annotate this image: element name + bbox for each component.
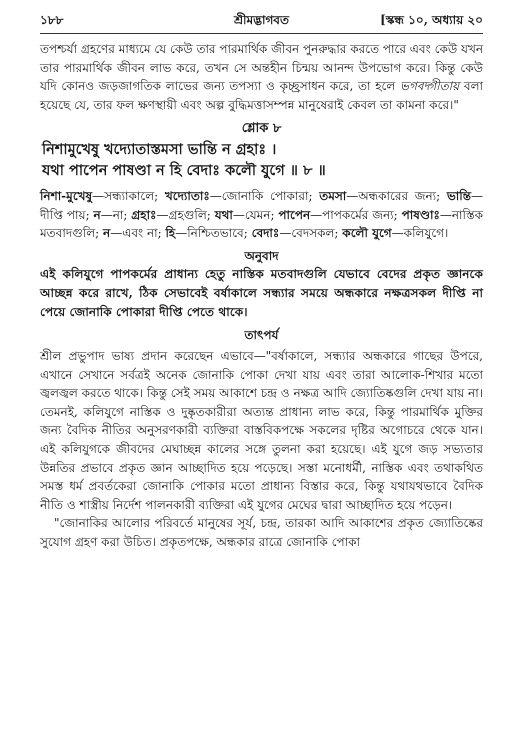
verse-line-2: যথা পাপেন পাষণ্ডা ন হি বেদাঃ কলৌ যুগে ॥ ৮ ॥	[42, 161, 326, 179]
synonym-meaning: —অন্ধকারের জন্য;	[346, 188, 447, 203]
translation-text: এই কলিযুগে পাপকর্মের প্রাধান্য হেতু নাস্তিক মতবাদগুলি যেভাবে বেদের প্রকৃত জ্ঞানকে আচ্ছন্ন করে রাখে, ঠিক সেভাবেই বর্ষাকালে সন্ধ্যার সময়ে অন্ধকারে নক্ষত্রসকল দীপ্তি না পেয়ে জোনাকি পোকারা দীপ্তি পেতে থাকে।	[40, 267, 483, 320]
synonym-meaning: —নিশ্চিতভাবে;	[175, 226, 252, 241]
synonym-word: নিশা-মুখেষু	[40, 188, 93, 203]
chapter-reference: [স্কন্ধ ১০, অধ্যায় ২০	[380, 13, 483, 27]
page-number: ১৮৮	[40, 13, 64, 27]
synonym-meaning: —নাস্তিক মতবাদগুলি;	[40, 207, 483, 241]
verse-heading: শ্লোক ৮	[241, 121, 282, 137]
synonym-word: গ্রহাঃ	[131, 207, 157, 222]
page-content	[40, 40, 483, 551]
synonym-meaning: —না;	[100, 207, 132, 222]
synonym-meaning: —বেদসকল;	[279, 226, 343, 241]
synonym-word: ন	[93, 207, 101, 222]
page-header	[40, 10, 483, 32]
synonym-meaning: —কলিযুগে।	[391, 226, 449, 241]
word-synonyms	[40, 187, 483, 243]
synonym-word: পাপেন	[278, 207, 311, 222]
intro-paragraph: তপশ্চর্যা গ্রহণের মাধ্যমে যে কেউ তার পারমার্থিক জীবন পুনরুদ্ধার করতে পারে এবং কেউ যখন তার পারমার্থিক জীবন লাভ করে, তখন সে অন্তহীন চিন্ময় আনন্দ উপভোগ করে। কিন্তু কেউ যদি কোনও জড়জাগতিক লাভের জন্য তপস্যা ও কৃচ্ছ্রসাধন করে, তা হলে ভগবদ্গীতায় বলা হয়েছে যে, তার ফল ক্ষণস্থায়ী এবং অল্প বুদ্ধিমত্তাসম্পন্ন মানুষেরাই কেবল তা কামনা করে।"	[40, 42, 483, 112]
verse-line-1: নিশামুখেষু খদ্যোতাস্তমসা ভান্তি ন গ্রহাঃ ।	[42, 140, 277, 158]
purport-paragraph-2: "জোনাকির আলোর পরিবর্তে মানুষের সূর্য, চন্দ্র, তারকা আদি আকাশের প্রকৃত জ্যোতিষ্কের সুযোগ গ্রহণ করা উচিত। প্রকৃতপক্ষে, অন্ধকার রাত্রে জোনাকি পোকা	[40, 516, 483, 549]
synonym-meaning: —যেমন;	[232, 207, 279, 222]
synonym-meaning: —সন্ধ্যাকালে;	[92, 188, 165, 203]
synonym-meaning: —জোনাকি পোকারা;	[209, 188, 320, 203]
translation-heading: অনুবাদ	[244, 248, 279, 263]
purport-heading: তাৎপর্য	[244, 328, 279, 343]
synonym-meaning: —পাপকর্মের জন্য;	[310, 207, 402, 222]
synonym-word: খদ্যোতাঃ	[164, 188, 210, 203]
synonym-word: পাষণ্ডাঃ	[401, 207, 440, 222]
book-title: শ্রীমদ্ভাগবত	[233, 13, 289, 27]
synonym-meaning: —গ্রহগুলি;	[156, 207, 215, 222]
synonym-word: তমসা	[319, 188, 347, 203]
sanskrit-verse	[40, 139, 483, 181]
purport-paragraph-1: শ্রীল প্রভুপাদ ভাষ্য প্রদান করেছেন এভাবে—"বর্ষাকালে, সন্ধ্যার অন্ধকারে গাছের উপরে, এখানে সেখানে সর্বত্রই অনেক জোনাকি পোকা দেখা যায় এবং তারা আলোক-শিখার মতো জ্বলজ্বল করতে থাকে। কিন্তু সেই সময় আকাশে চন্দ্র ও নক্ষত্র আদি জ্যোতিষ্কগুলি দেখা যায় না। তেমনই, কলিযুগে নাস্তিক ও দুষ্কৃতকারীরা অত্যন্ত প্রাধান্য লাভ করে, কিন্তু পারমার্থিক মুক্তির জন্য বৈদিক নীতির অনুসরণকারী ব্যক্তিরা বাস্তবিকপক্ষে সকলের দৃষ্টির অগোচরে থেকে যান। এই কলিযুগকে জীবদের মেঘাচ্ছন্ন কালের সঙ্গে তুলনা করা হয়েছে। এই যুগে জড় সভ্যতার উন্নতির প্রভাবে প্রকৃত জ্ঞান আচ্ছাদিত হয়ে পড়েছে। সস্তা মনোধর্মী, নাস্তিক এবং তথাকথিত সমস্ত ধর্ম প্রবর্তকেরা জোনাকি পোকার মতো প্রাধান্য বিস্তার করে, কিন্তু যথাযথভাবে বৈদিক নীতি ও শাস্ত্রীয় নির্দেশ পালনকারী ব্যক্তিরা এই যুগের মেঘের দ্বারা আচ্ছাদিত হয়ে পড়েন।	[40, 348, 483, 512]
synonym-word: হি	[165, 226, 176, 241]
gita-reference: ভগবদ্গীতায়	[400, 79, 460, 94]
synonym-word: যথা	[214, 207, 233, 222]
synonym-word: ন	[103, 226, 111, 241]
header-divider	[40, 33, 483, 34]
synonym-meaning: —এবং না;	[110, 226, 166, 241]
synonym-word: ভান্তি	[446, 188, 471, 203]
synonym-word: কলৌ যুগে	[342, 226, 392, 241]
synonym-meaning: —দীপ্তি পায়;	[40, 188, 483, 222]
synonym-word: বেদাঃ	[251, 226, 280, 241]
